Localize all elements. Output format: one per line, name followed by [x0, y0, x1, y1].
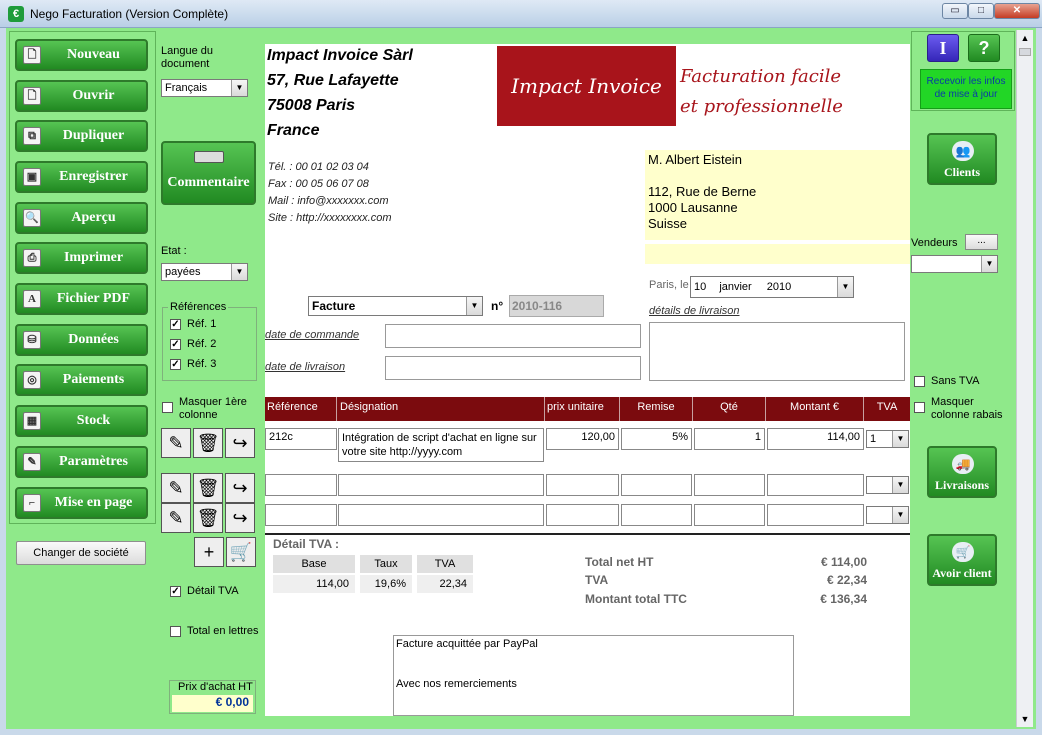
maximize-button[interactable]: □	[968, 3, 994, 19]
info-button[interactable]: I	[927, 34, 959, 62]
total-tva-label: TVA	[585, 573, 609, 587]
date-month: janvier	[719, 281, 752, 293]
row3-designation[interactable]	[338, 504, 544, 526]
open-doc-icon: 🗋	[23, 87, 41, 105]
doc-type-select[interactable]	[308, 296, 483, 316]
nav-label: Données	[68, 332, 119, 347]
state-value: payées	[165, 266, 201, 278]
language-select[interactable]	[161, 79, 248, 97]
row1-qty[interactable]: 1	[694, 428, 765, 450]
comment-label: Commentaire	[167, 175, 250, 190]
credit-note-label: Avoir client	[932, 566, 992, 580]
deliveries-button[interactable]	[927, 446, 997, 498]
nav-button-mise-en-page[interactable]	[15, 487, 148, 519]
cart-remove-icon: 🛒	[952, 542, 974, 562]
col-designation: Désignation	[337, 397, 545, 421]
col-discount: Remise	[620, 397, 693, 421]
row3-unit-price[interactable]	[546, 504, 619, 526]
order-date-input[interactable]	[385, 324, 641, 348]
chevron-down-icon: ▼	[892, 477, 908, 493]
row1-tva-value: 1	[870, 433, 877, 445]
language-label: Langue du document	[161, 45, 213, 70]
company-site: Site : http://xxxxxxxx.com	[268, 212, 392, 224]
note-line1: Facture acquittée par PayPal	[396, 638, 538, 650]
invoice-note-textarea[interactable]	[393, 635, 794, 716]
total-net-value: € 114,00	[820, 555, 867, 569]
database-icon: ⛁	[23, 331, 41, 349]
keyboard-icon	[194, 151, 224, 163]
tva-head-base: Base	[273, 555, 355, 573]
row2-designation[interactable]	[338, 474, 544, 496]
ref1-label: Réf. 1	[187, 318, 217, 330]
company-street: 57, Rue Lafayette	[267, 72, 399, 89]
scroll-down-icon[interactable]: ▼	[1020, 714, 1030, 724]
sellers-more-button[interactable]: ...	[965, 234, 998, 250]
tools-icon: ✎	[23, 453, 41, 471]
references-title: Références	[170, 301, 227, 313]
delivery-date-link[interactable]: date de livraison	[265, 361, 346, 373]
tagline-line2: et professionnelle	[680, 96, 843, 117]
col-reference: Référence	[265, 397, 337, 421]
nav-button-imprimer[interactable]	[15, 242, 148, 274]
date-day: 10	[694, 281, 707, 293]
hide-discount-label: Masquer colonne rabais	[931, 396, 1003, 421]
scroll-up-icon[interactable]: ▲	[1020, 33, 1030, 43]
items-table-header	[265, 397, 910, 421]
preview-icon: 🔍	[23, 209, 41, 227]
row1-tva-select[interactable]	[866, 430, 909, 448]
chevron-down-icon: ▼	[466, 297, 482, 315]
row3-discount[interactable]	[621, 504, 692, 526]
printer-icon: ⎙	[23, 249, 41, 267]
change-company-button[interactable]: Changer de société	[16, 541, 146, 565]
nav-button-ouvrir[interactable]	[15, 80, 148, 112]
new-doc-icon: 🗋	[23, 46, 41, 64]
company-fax: Fax : 00 05 06 07 08	[268, 178, 369, 190]
chevron-down-icon: ▼	[892, 507, 908, 523]
row2-tva-select[interactable]	[866, 476, 909, 494]
trash-icon[interactable]: 🗑	[193, 473, 223, 503]
redo-arrow-icon[interactable]: ↪	[225, 428, 255, 458]
total-net-label: Total net HT	[585, 555, 654, 569]
nav-label: Paiements	[62, 372, 125, 387]
redo-arrow-icon[interactable]: ↪	[225, 473, 255, 503]
no-tva-label: Sans TVA	[931, 375, 980, 387]
company-mail: Mail : info@xxxxxxx.com	[268, 195, 389, 207]
sellers-select[interactable]	[911, 255, 998, 273]
client-line4: Suisse	[648, 216, 688, 231]
place-date-label: Paris, le	[649, 279, 689, 291]
col-qty: Qté	[693, 397, 766, 421]
state-select[interactable]	[161, 263, 248, 281]
row1-unit-price[interactable]: 120,00	[546, 428, 619, 450]
nav-button-donn-es[interactable]	[15, 324, 148, 356]
company-name: Impact Invoice Sàrl	[267, 47, 413, 64]
tva-detail-title: Détail TVA :	[273, 537, 340, 551]
chevron-down-icon: ▼	[231, 80, 247, 96]
hide-first-col-label: Masquer 1ère colonne	[179, 396, 247, 421]
ref3-label: Réf. 3	[187, 358, 217, 370]
state-label: Etat :	[161, 245, 187, 257]
no-tva-checkbox[interactable]	[914, 376, 925, 387]
box-icon: ▦	[23, 412, 41, 430]
row3-tva-select[interactable]	[866, 506, 909, 524]
row1-amount[interactable]: 114,00	[767, 428, 864, 450]
help-button[interactable]: ?	[968, 34, 1000, 62]
scroll-thumb[interactable]	[1019, 48, 1031, 56]
clients-label: Clients	[944, 165, 980, 179]
tva-base-value: 114,00	[273, 575, 355, 593]
company-logo: Impact Invoice	[497, 46, 676, 126]
close-button[interactable]: ✕	[994, 3, 1040, 19]
nav-button-fichier-pdf[interactable]	[15, 283, 148, 315]
layout-icon: ⌐	[23, 494, 41, 512]
company-city: 75008 Paris	[267, 97, 356, 114]
col-amount: Montant €	[766, 397, 864, 421]
date-picker[interactable]	[690, 276, 854, 298]
nav-label: Mise en page	[54, 495, 133, 510]
nav-label: Enregistrer	[59, 169, 128, 184]
col-tva: TVA	[876, 401, 898, 413]
trash-icon[interactable]: 🗑	[193, 503, 223, 533]
row3-amount[interactable]	[767, 504, 864, 526]
nav-label: Nouveau	[67, 47, 120, 62]
tagline-line1: Facturation facile	[680, 66, 842, 87]
company-country: France	[267, 122, 320, 139]
app-icon: €	[8, 6, 24, 22]
users-icon: 👥	[952, 141, 974, 161]
detail-tva-label: Détail TVA	[187, 585, 239, 597]
clients-button[interactable]	[927, 133, 997, 185]
row1-discount[interactable]: 5%	[621, 428, 692, 450]
window-title: Nego Facturation (Version Complète)	[30, 7, 229, 21]
ref2-label: Réf. 2	[187, 338, 217, 350]
client-extra-field[interactable]	[645, 244, 910, 264]
nav-label: Imprimer	[63, 250, 124, 265]
coins-icon: ◎	[23, 371, 41, 389]
minimize-button[interactable]: ▭	[942, 3, 968, 19]
total-tva-value: € 22,34	[826, 573, 867, 587]
nav-button-param-tres[interactable]	[15, 446, 148, 478]
date-year: 2010	[766, 281, 792, 293]
tva-amount-value: 22,34	[417, 575, 473, 593]
erase-row-icon[interactable]: ✎	[161, 428, 191, 458]
truck-icon: 🚚	[952, 454, 974, 474]
company-tel: Tél. : 00 01 02 03 04	[268, 161, 369, 173]
chevron-down-icon: ▼	[837, 277, 853, 297]
nav-label: Aperçu	[71, 210, 116, 225]
nav-button-stock[interactable]	[15, 405, 148, 437]
tva-head-tva: TVA	[417, 555, 473, 573]
erase-row-icon[interactable]: ✎	[161, 473, 191, 503]
trash-icon[interactable]: 🗑	[193, 428, 223, 458]
row1-designation[interactable]: Intégration de script d'achat en ligne sur votre site http://yyyy.com	[338, 428, 544, 462]
tva-rate-value: 19,6%	[360, 575, 412, 593]
nav-label: Paramètres	[59, 454, 128, 469]
nav-button-nouveau[interactable]	[15, 39, 148, 71]
credit-note-button[interactable]	[927, 534, 997, 586]
total-letters-label: Total en lettres	[187, 625, 259, 637]
deliveries-label: Livraisons	[934, 478, 989, 492]
client-address-box[interactable]	[645, 150, 910, 240]
row3-reference[interactable]	[265, 504, 337, 526]
total-ttc-value: € 136,34	[820, 592, 867, 606]
client-line2: 112, Rue de Berne	[648, 184, 757, 199]
nav-label: Fichier PDF	[56, 291, 131, 306]
tva-head-rate: Taux	[360, 555, 412, 573]
detail-tva-checkbox[interactable]: ✓	[171, 586, 180, 597]
doc-type-value: Facture	[312, 299, 356, 313]
delivery-date-input[interactable]	[385, 356, 641, 380]
ref2-checkbox[interactable]: ✓	[171, 339, 180, 350]
note-line2: Avec nos remerciements	[396, 678, 517, 690]
invoice-number-field[interactable]: 2010-116	[509, 295, 604, 317]
row2-amount[interactable]	[767, 474, 864, 496]
ref1-checkbox[interactable]: ✓	[171, 319, 180, 330]
sellers-label: Vendeurs	[911, 237, 958, 249]
col-unit-price: prix unitaire	[545, 397, 620, 421]
nav-button-enregistrer[interactable]	[15, 161, 148, 193]
nav-label: Dupliquer	[62, 128, 125, 143]
hide-discount-checkbox[interactable]	[914, 402, 925, 413]
client-line3: 1000 Lausanne	[648, 200, 738, 215]
language-value: Français	[165, 82, 208, 94]
total-letters-checkbox[interactable]	[170, 626, 181, 637]
nav-label: Ouvrir	[72, 88, 115, 103]
row2-qty[interactable]	[694, 474, 765, 496]
row1-reference[interactable]: 212c	[265, 428, 337, 450]
hide-first-col-checkbox[interactable]	[162, 402, 173, 413]
ref3-checkbox[interactable]: ✓	[171, 359, 180, 370]
erase-row-icon[interactable]: ✎	[161, 503, 191, 533]
vertical-scrollbar[interactable]	[1016, 30, 1033, 727]
chevron-down-icon: ▼	[981, 256, 997, 272]
chevron-down-icon: ▼	[892, 431, 908, 447]
table-bottom-rule	[265, 533, 910, 535]
total-ttc-label: Montant total TTC	[585, 592, 687, 606]
delivery-details-textarea[interactable]	[649, 322, 905, 381]
order-date-link[interactable]: date de commande	[265, 329, 360, 341]
purchase-price-box	[169, 680, 256, 714]
comment-button[interactable]	[161, 141, 256, 205]
nav-button-paiements[interactable]	[15, 364, 148, 396]
number-label: n°	[491, 299, 504, 313]
nav-button-dupliquer[interactable]	[15, 120, 148, 152]
delivery-details-link[interactable]: détails de livraison	[649, 305, 740, 317]
row2-unit-price[interactable]	[546, 474, 619, 496]
row3-qty[interactable]	[694, 504, 765, 526]
save-icon: ▣	[23, 168, 41, 186]
update-info-button[interactable]: Recevoir les infos de mise à jour	[920, 69, 1012, 109]
cart-icon[interactable]: 🛒	[226, 537, 256, 567]
purchase-price-value: € 0,00	[172, 695, 253, 712]
row2-reference[interactable]	[265, 474, 337, 496]
nav-button-aper-u[interactable]	[15, 202, 148, 234]
nav-label: Stock	[76, 413, 111, 428]
purchase-price-label: Prix d'achat HT	[178, 681, 253, 693]
duplicate-icon: ⧉	[23, 127, 41, 145]
pdf-icon: A	[23, 290, 41, 308]
row2-discount[interactable]	[621, 474, 692, 496]
client-line1: M. Albert Eistein	[648, 152, 742, 167]
redo-arrow-icon[interactable]: ↪	[225, 503, 255, 533]
chevron-down-icon: ▼	[231, 264, 247, 280]
logo-tagline	[680, 62, 843, 122]
add-row-icon[interactable]: +	[194, 537, 224, 567]
